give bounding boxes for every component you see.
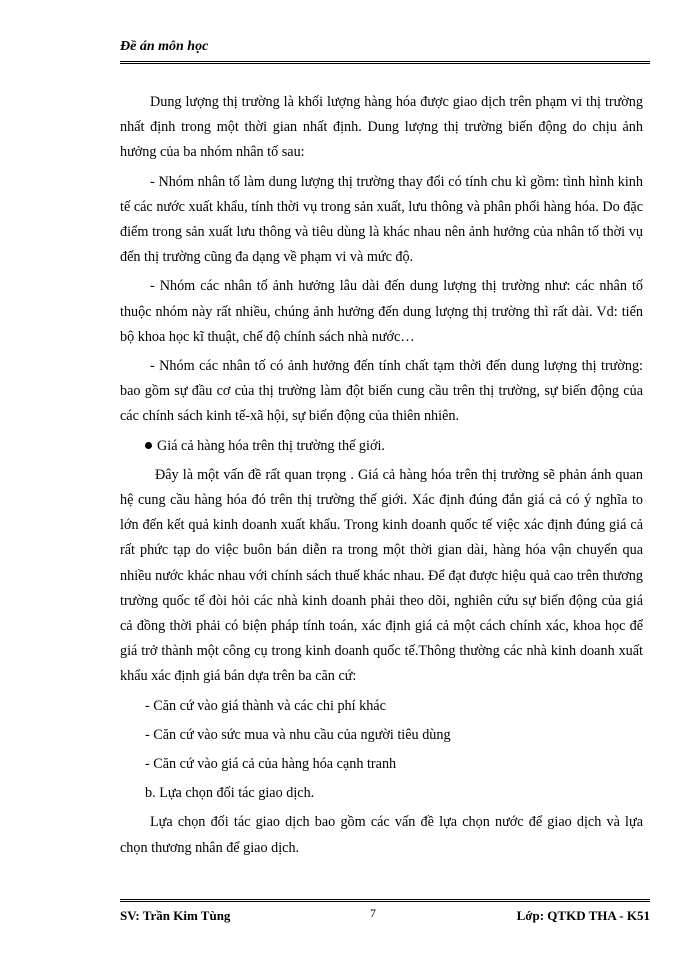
page-footer [120,899,650,924]
document-body [120,90,643,861]
paragraph-temporary-factors: - Nhóm các nhân tố có ảnh hưởng đến tính chất tạm thời đến dung lượng thị trường: bao gồm sự đầu cơ của thị trường làm đột biến cung cầu trên thị trường, sự biến động của các chính sách kinh tế-xã hội, sự biến động của thiên nhiên. [120,358,643,425]
paragraph-price-importance: Đây là một vấn đề rất quan trọng . Giá cả hàng hóa trên thị trường sẽ phản ánh quan hệ cung cầu hàng hóa đó trên thị trường thế giới. Xác định đúng đắn giá cả có ý nghĩa to lớn đến kết quả kinh doanh xuất khẩu. Trong kinh doanh quốc tế việc xác định đúng giá cả rất phức tạp do việc buôn bán diễn ra trong một thời gian dài, hàng hóa vận chuyển qua nhiều nước khác nhau với chính sách thuế khác nhau. Để đạt được hiệu quả cao trên thương trường quốc tế đòi hỏi các nhà kinh doanh phải theo dõi, nghiên cứu sự biến động của giá cả đồng thời phải có biện pháp tính toán, xác định giá cả một cách chính xác, khoa học để giá trở thành một công cụ trong kinh doanh quốc tế.Thông thường các nhà kinh doanh xuất khẩu xác định giá bán dựa trên ba căn cứ: [120,466,643,685]
page-header [120,37,650,64]
paragraph-partner-selection: Lựa chọn đối tác giao dịch bao gồm các vấn đề lựa chọn nước để giao dịch và lựa chọn thương nhân để giao dịch. [120,814,643,856]
list-item-demand-basis: - Căn cứ vào sức mua và nhu cầu của người tiêu dùng [145,726,451,743]
footer-class: Lớp: QTKD THA - K51 [516,908,650,923]
bullet-text: Giá cả hàng hóa trên thị trường thế giới. [157,437,385,454]
bullet-icon [145,442,152,449]
bullet-world-prices [120,434,643,459]
paragraph-cyclical-factors: - Nhóm nhân tố làm dung lượng thị trường thay đổi có tính chu kì gồm: tình hình kinh tế các nước xuất khẩu, tính thời vụ trong sản xuất, lưu thông và phân phối hàng hóa. Do đặc điểm trong sản xuất lưu thông và tiêu dùng là khác nhau nên ảnh hưởng của nhân tố thời vụ đến thị trường cũng đa dạng về phạm vi và mức độ. [120,173,643,266]
paragraph-market-capacity: Dung lượng thị trường là khối lượng hàng hóa được giao dịch trên phạm vi thị trường nhất định trong một thời gian nhất định. Dung lượng thị trường biến động do chịu ảnh hưởng của ba nhóm nhân tố sau: [120,94,643,161]
subheading-partner-selection: b. Lựa chọn đối tác giao dịch. [145,785,315,802]
paragraph-long-term-factors: - Nhóm các nhân tố ảnh hưởng lâu dài đến dung lượng thị trường như: các nhân tố thuộc nhóm này rất nhiều, chúng ảnh hưởng đến dung lượng thị trường thì rất dài. Vd: tiến bộ khoa học kĩ thuật, chế độ chính sách nhà nước… [120,278,643,345]
footer-student-name: SV: Trần Kim Tùng [120,908,231,923]
list-item-cost-basis: - Căn cứ vào giá thành và các chi phí khác [145,697,386,714]
list-item-competition-basis: - Căn cứ vào giá cả của hàng hóa cạnh tranh [145,756,397,773]
footer-page-number: 7 [370,906,376,920]
header-title: Đề án môn học [120,39,209,54]
